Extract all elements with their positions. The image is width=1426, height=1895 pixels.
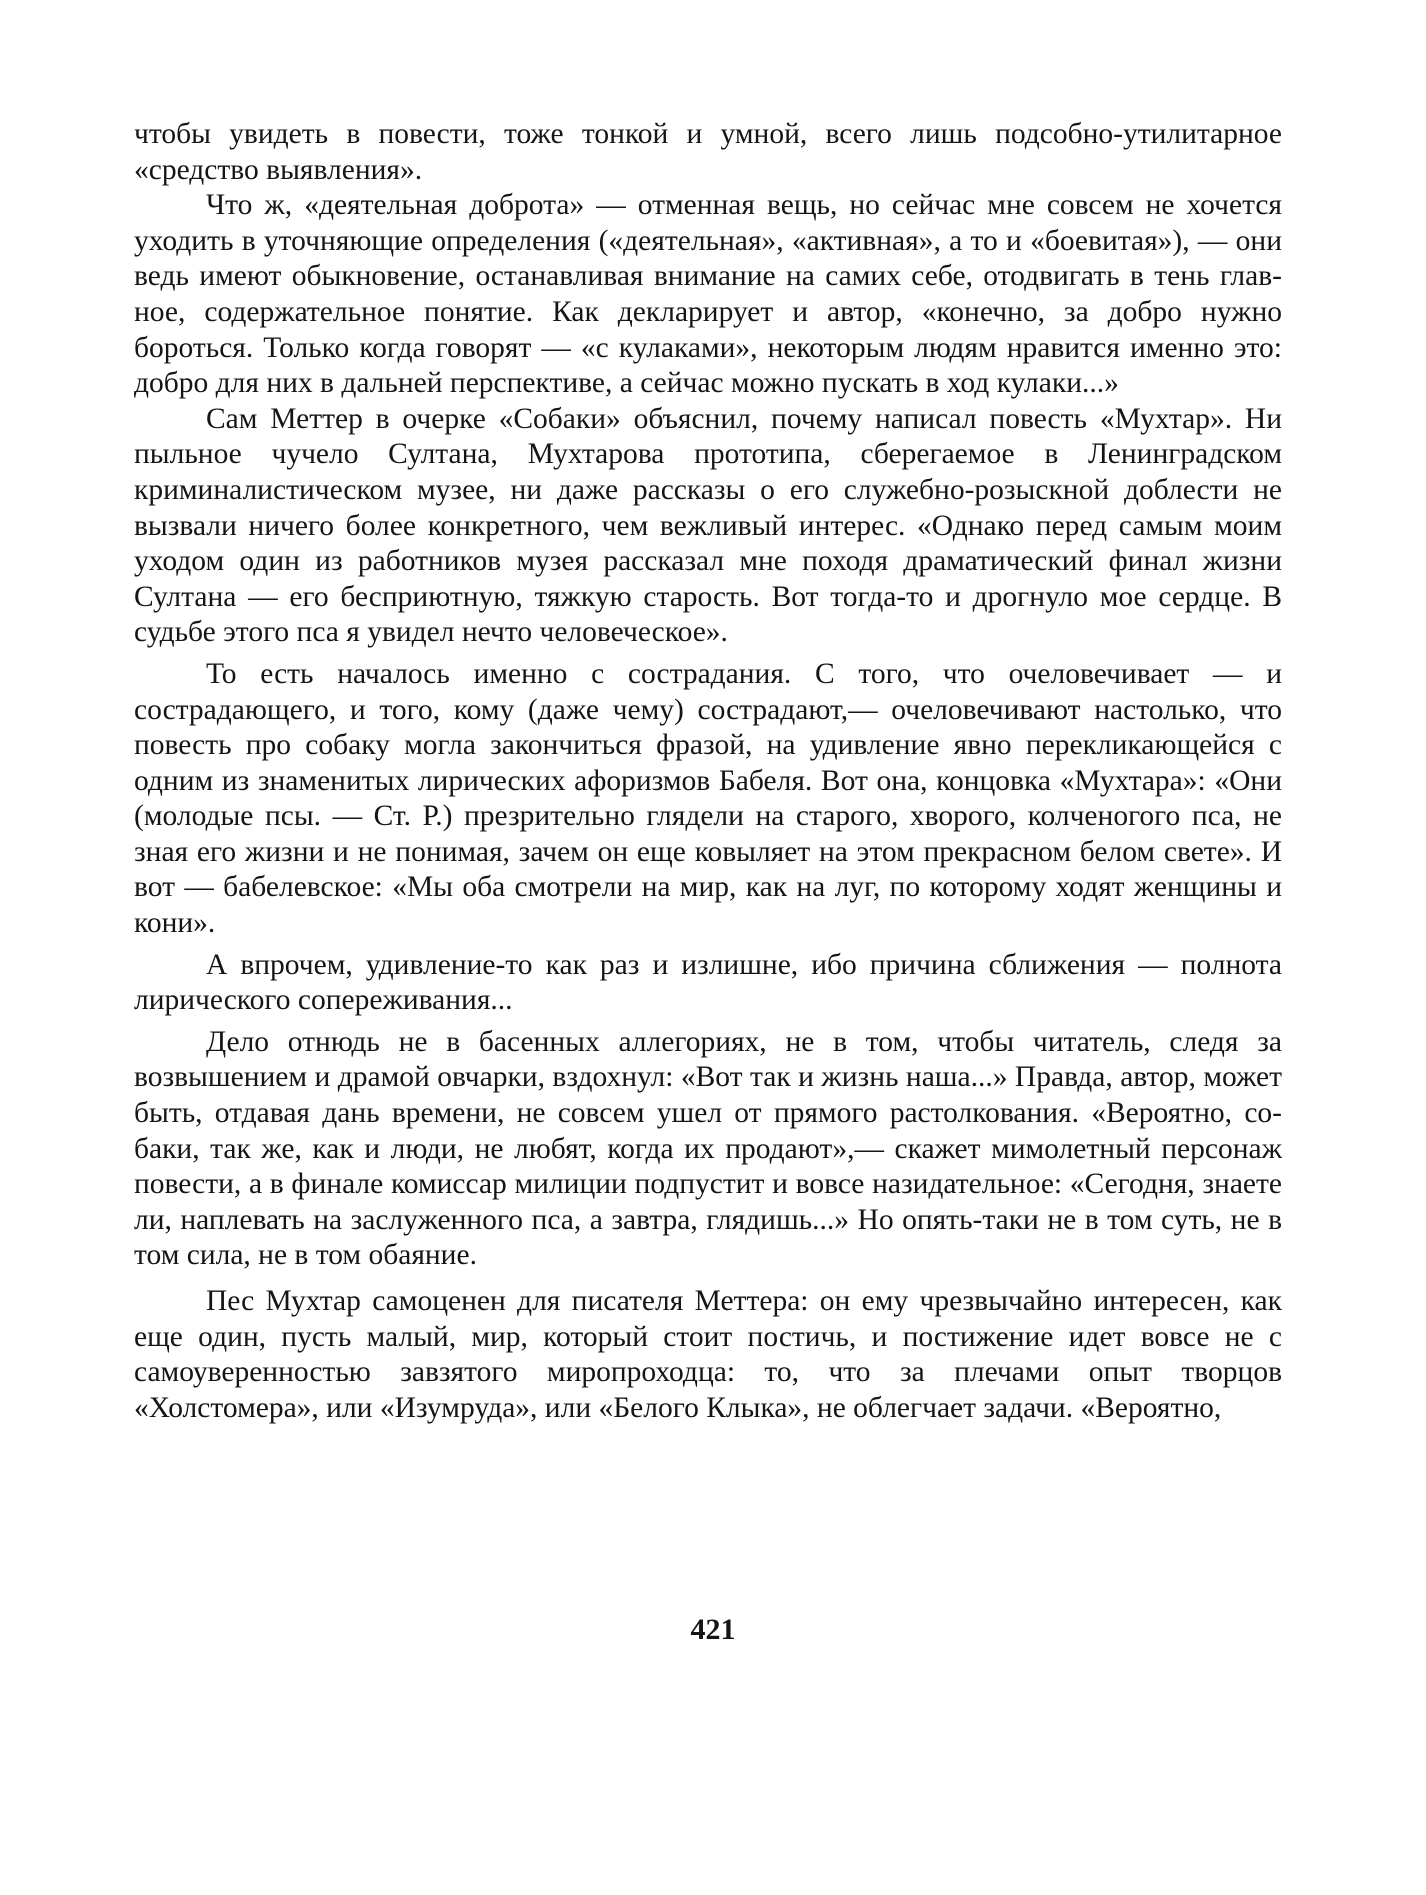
paragraph-7: Пес Мухтар самоценен для писателя Меттера: он ему чрезвычайно интересен, как еще один, пусть малый, мир, который стоит постичь, и постижение идет вовсе не с самоуверенностью завзятого миропроходца: то, что за плечами опыт творцов «Холстомера», или «Изумруда», или «Белого Клыка», не облегчает задачи. «Вероятно, bbox=[134, 1285, 1282, 1424]
paragraph-6: Дело отнюдь не в басенных аллегориях, не в том, чтобы читатель, следя за возвышением и драмой овчарки, вздохнул: «Вот так и жизнь наша...» Правда, автор, может быть, отдавая дань времени, не совсем ушел от прямого растолкования. «Вероятно, собаки, так же, как и люди, не любят, когда их продают»,— скажет мимолетный персонаж повести, а в финале комиссар милиции подпустит и вовсе назидательное: «Сегодня, знаете ли, наплевать на заслуженного пса, а завтра, глядишь...» Но опять-таки не в том суть, не в том сила, не в том обаяние. bbox=[134, 1025, 1282, 1272]
paragraph-1: чтобы увидеть в повести, тоже тонкой и умной, всего лишь подсобно-утилитарное «средство выявления». bbox=[134, 118, 1282, 186]
paragraph-2: Что ж, «деятельная доброта» — отменная вещь, но сейчас мне совсем не хочется уходить в уточняющие определения («деятельная», «активная», а то и «боевитая»), — они ведь имеют обыкновение, останавливая внимание на самих себе, отодвигать в тень главное, содержательное понятие. Как декларирует и автор, «конечно, за добро нужно бороться. Только когда говорят — «с кулаками», некоторым людям нравится именно это: добро для них в дальней перспективе, а сейчас можно пускать в ход кулаки...» bbox=[134, 189, 1282, 400]
paragraph-3: Сам Меттер в очерке «Собаки» объяснил, почему написал повесть «Мухтар». Ни пыльное чучело Султана, Мухтарова прототипа, сберегаемое в Ленинградском криминалистическом музее, ни даже рассказы о его служебно-розыскной доблести не вызвали ничего более конкретного, чем вежливый интерес. «Однако перед самым моим уходом один из работников музея рассказал мне походя драматический финал жизни Султана — его бесприютную, тяжкую старость. Вот тогда-то и дрогнуло мое сердце. В судьбе этого пса я увидел нечто человеческое». bbox=[134, 402, 1282, 649]
paragraph-4: То есть началось именно с сострадания. С того, что очеловечивает — и сострадающего, и того, кому (даже чему) сострадают,— очеловечивают настолько, что повесть про собаку могла закончиться фразой, на удивление явно перекликающейся с одним из знаменитых лирических афоризмов Бабеля. Вот она, концовка «Мухтара»: «Они (молодые псы. — Ст. Р.) презрительно глядели на старого, хворого, колченогого пса, не зная его жизни и не понимая, зачем он еще ковыляет на этом прекрасном белом свете». И вот — бабелевское: «Мы оба смотрели на мир, как на луг, по которому ходят женщины и кони». bbox=[134, 657, 1282, 940]
paragraph-5: А впрочем, удивление-то как раз и излишне, ибо причина сближения — полнота лирического сопереживания... bbox=[134, 948, 1282, 1017]
page-number: 421 bbox=[690, 1613, 736, 1646]
page-text bbox=[134, 117, 1282, 1426]
